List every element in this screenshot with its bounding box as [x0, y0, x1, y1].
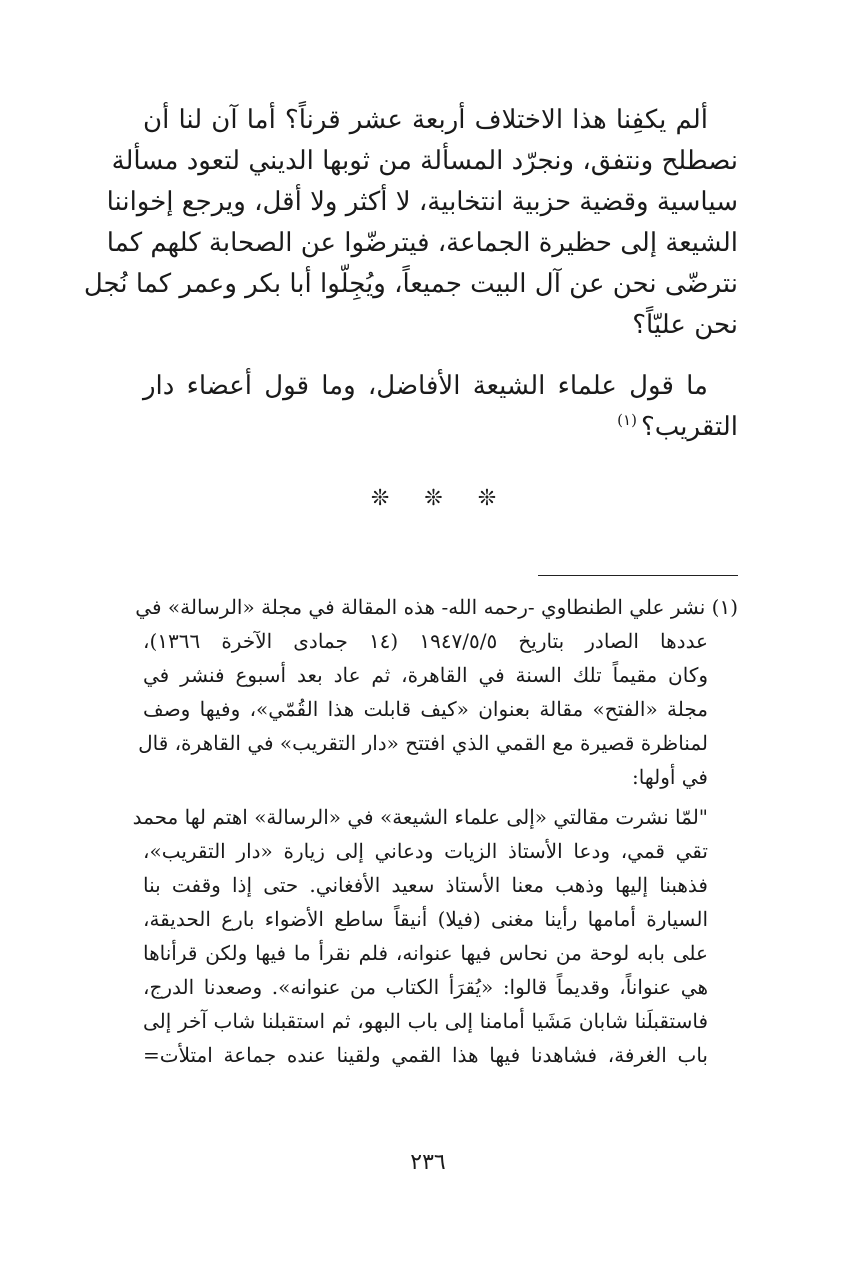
- page-number: ٢٣٦: [410, 1150, 446, 1175]
- text-line: سياسية وقضية حزبية انتخابية، لا أكثر ولا أقل، ويرجع إخواننا: [106, 187, 738, 217]
- footnote-line: وكان مقيماً تلك السنة في القاهرة، ثم عاد بعد أسبوع فنشر في: [143, 663, 708, 687]
- section-separator: ❊ ❊ ❊: [370, 486, 511, 511]
- footnote-line: مجلة «الفتح» مقالة بعنوان «كيف قابلت هذا القُمّي»، وفيها وصف: [143, 697, 708, 721]
- text-line: نترضّى نحن عن آل البيت جميعاً، ويُجِلّوا أبا بكر وعمر كما نُجل: [83, 269, 738, 299]
- footnote-reference[interactable]: (١): [617, 411, 637, 430]
- text-line: ألم يكفِنا هذا الاختلاف أربعة عشر قرناً؟ أما آن لنا أن: [143, 105, 708, 135]
- text-line: نصطلح ونتفق، ونجرّد المسألة من ثوبها الديني لتعود مسألة: [111, 146, 738, 176]
- text-line: [143, 407, 738, 448]
- quote-line: على بابه لوحة من نحاس فيها عنوانه، فلم نقرأ ما فيها ولكن قرأناها: [143, 941, 708, 965]
- paragraph-2: [143, 366, 738, 448]
- footnote-line: لمناظرة قصيرة مع القمي الذي افتتح «دار التقريب» في القاهرة، قال: [138, 731, 708, 755]
- quote-line: فاستقبلَنا شابان مَشَيا أمامنا إلى باب البهو، ثم استقبلنا شاب آخر إلى: [143, 1009, 708, 1033]
- text-line: نحن عليّاً؟: [632, 310, 738, 340]
- text-line: الشيعة إلى حظيرة الجماعة، فيترضّوا عن الصحابة كلهم كما: [106, 228, 738, 258]
- quote-line: فذهبنا إليها وذهب معنا الأستاذ سعيد الأفغاني. حتى إذا وقفت بنا: [143, 873, 708, 897]
- footnote-line: في أولها:: [632, 765, 708, 789]
- footnote-divider: [538, 575, 738, 576]
- footnote-block: [132, 590, 738, 1072]
- text-line: ما قول علماء الشيعة الأفاضل، وما قول أعضاء دار: [143, 371, 708, 401]
- quote-line: باب الغرفة، فشاهدنا فيها هذا القمي ولقينا عنده جماعة امتلأت=: [143, 1043, 708, 1067]
- paragraph-1: [83, 100, 738, 346]
- footnote-line: عددها الصادر بتاريخ ١٩٤٧/٥/٥ (١٤ جمادى الآخرة ١٣٦٦)،: [143, 629, 708, 653]
- quote-line: السيارة أمامها رأينا مغنى (فيلا) أنيقاً ساطع الأضواء بارع الحديقة،: [143, 907, 708, 931]
- footnote-line: (١) نشر علي الطنطاوي -رحمه الله- هذه المقالة في مجلة «الرسالة» في: [135, 595, 738, 619]
- quote-line: هي عنواناً، وقديماً قالوا: «يُقرَأ الكتاب من عنوانه». وصعدنا الدرج،: [143, 975, 708, 999]
- quote-line: تقي قمي، ودعا الأستاذ الزيات ودعاني إلى زيارة «دار التقريب»،: [143, 839, 708, 863]
- page-content: [83, 100, 738, 1067]
- text-fragment: التقريب؟: [640, 412, 738, 442]
- quote-line: "لمّا نشرت مقالتي «إلى علماء الشيعة» في «الرسالة» اهتم لها محمد: [132, 805, 708, 829]
